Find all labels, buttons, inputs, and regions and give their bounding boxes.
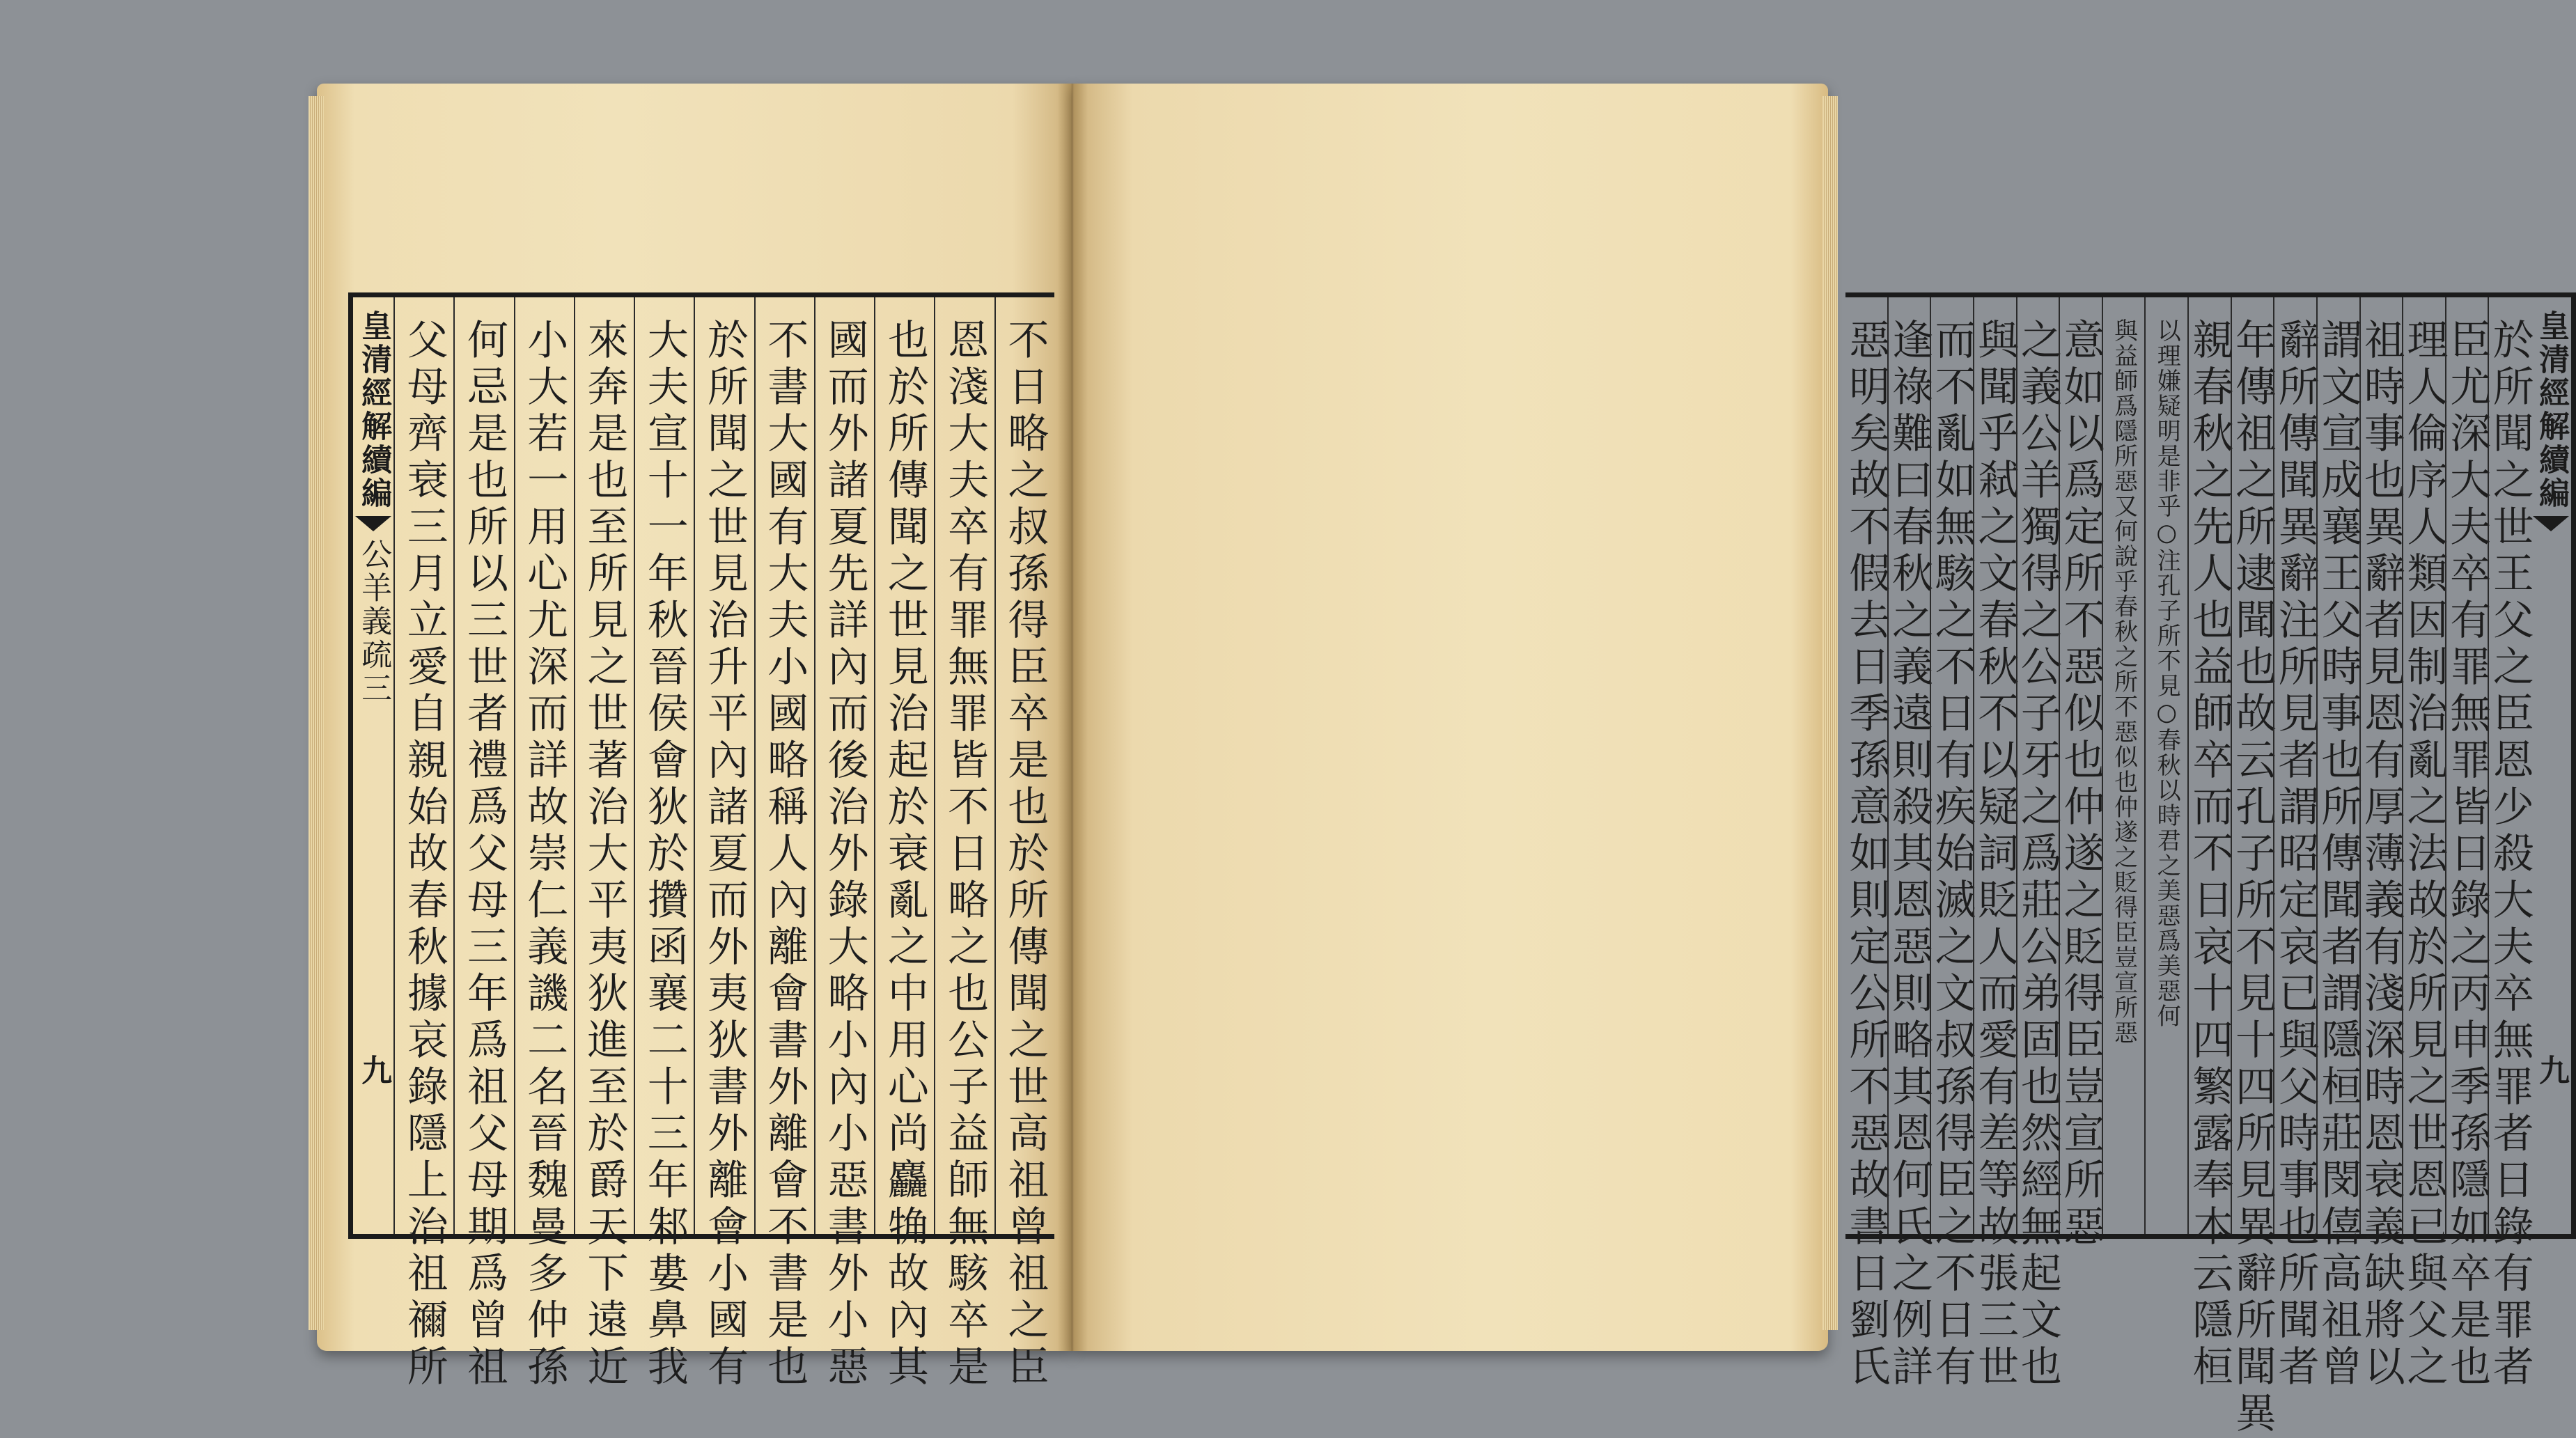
right-column-text: 以理嫌疑明是非乎○注孔子所不見○春秋以時君之美惡爲美惡何 <box>2153 318 2181 1029</box>
right-text-column <box>1884 297 1933 1391</box>
right-page-number: 九 <box>2534 1054 2569 1088</box>
right-column-text: 於所聞之世王父之臣恩少殺大夫卒無罪者日錄有罪者 <box>2485 318 2534 1391</box>
left-text-column <box>754 297 814 1391</box>
right-text-column <box>2102 297 2145 1234</box>
left-text-frame <box>348 292 1054 1391</box>
right-text-column <box>1928 297 1976 1391</box>
right-column-text: 理人倫序人類因制治亂之法故於所見之世恩已與父之 <box>2400 318 2449 1391</box>
open-book <box>317 84 2569 1438</box>
right-column-text: 臣尤深大夫卒有罪無罪皆日錄之丙申季孫隱如卒是也 <box>2443 318 2492 1391</box>
right-column-text: 謂文宣成襄王父時事也所傳聞者謂隱桓莊閔僖高祖曾 <box>2314 318 2363 1391</box>
right-column-text: 與益師爲隱所惡又何說乎春秋之所不惡似也仲遂之貶得臣豈宣所惡 <box>2109 318 2138 1045</box>
left-column-text: 小大若一用心尤深而詳故崇仁義譏二名晉魏曼多仲孫 <box>520 318 569 1391</box>
left-text-column <box>514 297 574 1391</box>
right-text-column <box>2013 297 2062 1391</box>
left-text-column <box>874 297 934 1391</box>
left-column-text: 國而外諸夏先詳內而後治外錄大略小內小惡書外小惡 <box>820 318 869 1391</box>
right-page <box>1072 84 2569 1438</box>
right-text-column <box>2443 297 2492 1391</box>
right-text-column <box>2485 297 2534 1391</box>
left-column-text: 不書大國有大夫小國略稱人內離會書外離會不書是也 <box>760 318 809 1391</box>
right-text-column <box>2357 297 2405 1391</box>
left-margin-chapter: 公羊義疏三 <box>356 538 392 705</box>
right-text-column <box>1971 297 2020 1391</box>
right-column-text: 之義公羊獨得之公子牙之爲莊公弟固也然經無起文也 <box>2013 318 2062 1391</box>
right-column-text: 意如以爲定所不惡似也仲遂之貶得臣豈宣所惡 <box>2056 318 2105 1251</box>
left-column-text: 父母齊衰三月立愛自親始故春秋據哀錄隱上治祖禰所 <box>400 318 448 1391</box>
right-page-edges <box>1822 96 1838 1330</box>
right-column-text: 祖時事也異辭者見恩有厚薄義有淺深時恩衰義缺將以 <box>2357 318 2405 1391</box>
right-text-column <box>2056 297 2105 1251</box>
left-text-column <box>694 297 754 1391</box>
left-page-edges <box>309 96 324 1330</box>
right-column-text: 而不亂如無駭之不日有疾始滅之文叔孫得臣之不日有 <box>1928 318 1976 1391</box>
left-column-text: 於所聞之世見治升平內諸夏而外夷狄書外離會小國有 <box>701 318 749 1391</box>
left-text-column <box>814 297 874 1391</box>
right-column-text: 年傳祖之所逮聞也故云孔子所不見十四所見異辭所聞異 <box>2228 318 2277 1438</box>
right-text-column <box>2271 297 2320 1391</box>
left-page-number: 九 <box>356 1054 392 1088</box>
left-page <box>317 84 1072 1391</box>
right-text-column <box>2228 297 2277 1438</box>
right-text-column <box>1842 297 1891 1391</box>
right-text-column <box>2144 297 2187 1234</box>
right-column-text: 親春秋之先人也益師卒而不日哀十四繁露奉本云隱桓 <box>2185 318 2234 1391</box>
left-column-text: 大夫宣十一年秋晉侯會狄於攢函襄二十三年邾婁鼻我 <box>640 318 689 1391</box>
left-margin-strip <box>351 297 393 1234</box>
right-text-column <box>2314 297 2363 1391</box>
left-margin-title: 皇清經解續編 <box>356 310 392 510</box>
left-columns <box>351 297 1054 1391</box>
right-column-text: 辭所傳聞異辭注所見者謂昭定哀已與父時事也所聞者 <box>2271 318 2320 1391</box>
left-column-text: 來奔是也至所見之世著治大平夷狄進至於爵天下遠近 <box>580 318 629 1391</box>
left-column-text: 不日略之叔孫得臣卒是也於所傳聞之世高祖曾祖之臣 <box>1001 318 1049 1391</box>
left-text-column <box>994 297 1054 1391</box>
left-text-column <box>453 297 513 1391</box>
right-text-column <box>2185 297 2234 1391</box>
left-text-column <box>574 297 634 1391</box>
left-text-column <box>634 297 694 1391</box>
left-text-column <box>934 297 994 1391</box>
right-columns <box>1842 297 2573 1438</box>
right-margin-title: 皇清經解續編 <box>2534 310 2569 510</box>
right-margin-strip <box>2531 297 2573 1234</box>
right-text-column <box>2400 297 2449 1391</box>
fish-tail-icon <box>2533 516 2569 531</box>
right-column-text: 惡明矣故不假去日季孫意如則定公所不惡故書日劉氏 <box>1842 318 1891 1391</box>
right-text-frame <box>1842 292 2576 1438</box>
fish-tail-icon <box>355 516 391 531</box>
left-column-text: 也於所傳聞之世見治起於衰亂之中用心尚麤觕故內其 <box>880 318 929 1391</box>
left-column-text: 何忌是也所以三世者禮爲父母三年爲祖父母期爲曾祖 <box>460 318 508 1391</box>
right-column-text: 與聞乎弒之文春秋不以疑詞貶人而愛有差等故張三世 <box>1971 318 2020 1391</box>
right-column-text: 逢祿難曰春秋之義遠則殺其恩惡則略其恩何氏之例詳 <box>1884 318 1933 1391</box>
left-column-text: 恩淺大夫卒有罪無罪皆不日略之也公子益師無駭卒是 <box>941 318 990 1391</box>
left-text-column <box>393 297 453 1391</box>
